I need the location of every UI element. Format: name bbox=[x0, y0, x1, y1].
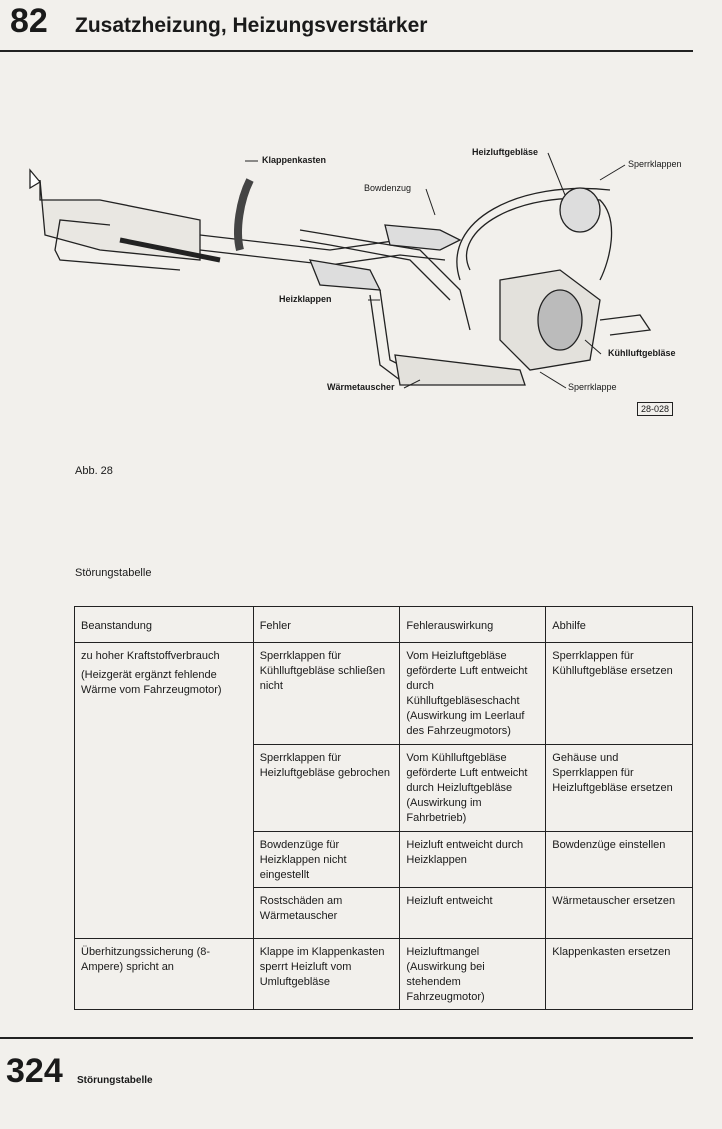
cell-auswirkung: Vom Heizluftgebläse geförderte Luft entweicht durch Kühlluftgebläseschacht (Auswirkung im Leerlauf des Fahrzeugmotors) bbox=[400, 643, 546, 745]
cell-fehler: Bowdenzüge für Heizklappen nicht eingestellt bbox=[253, 832, 400, 888]
figure-number: 28-028 bbox=[637, 402, 673, 416]
cell-auswirkung: Heizluft entweicht durch Heizklappen bbox=[400, 832, 546, 888]
label-sperrklappe: Sperrklappe bbox=[568, 382, 617, 392]
page-number: 324 bbox=[6, 1052, 63, 1090]
cell-auswirkung: Heizluftmangel (Auswirkung bei stehendem Fahrzeugmotor) bbox=[400, 939, 546, 1010]
page-title: Zusatzheizung, Heizungsverstärker bbox=[75, 14, 428, 37]
cell-auswirkung: Vom Kühlluftgebläse geförderte Luft entweicht durch Heizluftgebläse (Auswirkung im Fahrbetrieb) bbox=[400, 745, 546, 832]
table-row bbox=[75, 643, 693, 745]
label-bowdenzug: Bowdenzug bbox=[364, 183, 412, 193]
header-fehler: Fehler bbox=[253, 607, 400, 643]
label-waermetauscher: Wärmetauscher bbox=[327, 382, 395, 392]
cell-beanstandung: Überhitzungssicherung (8-Ampere) spricht an bbox=[75, 939, 254, 1010]
complaint-note: (Heizgerät ergänzt fehlende Wärme vom Fahrzeugmotor) bbox=[81, 669, 222, 696]
header-rule bbox=[0, 50, 693, 52]
table-row bbox=[75, 939, 693, 1010]
cell-fehler: Sperrklappen für Heizluftgebläse gebrochen bbox=[253, 745, 400, 832]
header-abhilfe: Abhilfe bbox=[546, 607, 693, 643]
cell-abhilfe: Gehäuse und Sperrklappen für Heizluftgebläse ersetzen bbox=[546, 745, 693, 832]
cell-abhilfe: Wärmetauscher ersetzen bbox=[546, 888, 693, 939]
header-beanstandung: Beanstandung bbox=[75, 607, 254, 643]
cell-abhilfe: Bowdenzüge einstellen bbox=[546, 832, 693, 888]
complaint-text: zu hoher Kraftstoffverbrauch bbox=[81, 650, 220, 662]
label-heizluftgeblaese: Heizluftgebläse bbox=[472, 147, 539, 157]
label-kuehlluftgeblaese: Kühlluftgebläse bbox=[608, 348, 676, 358]
cell-auswirkung: Heizluft entweicht bbox=[400, 888, 546, 939]
label-heizklappen: Heizklappen bbox=[279, 294, 332, 304]
table-title: Störungstabelle bbox=[75, 567, 152, 579]
header-fehlerauswirkung: Fehlerauswirkung bbox=[400, 607, 546, 643]
cell-fehler: Sperrklappen für Kühlluftgebläse schließen nicht bbox=[253, 643, 400, 745]
cell-fehler: Klappe im Klappenkasten sperrt Heizluft vom Umluftgebläse bbox=[253, 939, 400, 1010]
fault-table bbox=[74, 606, 693, 1010]
cell-beanstandung bbox=[75, 643, 254, 939]
cell-fehler: Rostschäden am Wärmetauscher bbox=[253, 888, 400, 939]
cell-abhilfe: Sperrklappen für Kühlluftgebläse ersetzen bbox=[546, 643, 693, 745]
figure-caption: Abb. 28 bbox=[75, 465, 113, 477]
cell-abhilfe: Klappenkasten ersetzen bbox=[546, 939, 693, 1010]
chapter-number: 82 bbox=[10, 2, 48, 40]
footer-section: Störungstabelle bbox=[77, 1075, 153, 1086]
label-sperrklappen: Sperrklappen bbox=[628, 159, 682, 169]
table-header-row bbox=[75, 607, 693, 643]
label-klappenkasten: Klappenkasten bbox=[262, 155, 327, 165]
footer-rule bbox=[0, 1037, 693, 1039]
